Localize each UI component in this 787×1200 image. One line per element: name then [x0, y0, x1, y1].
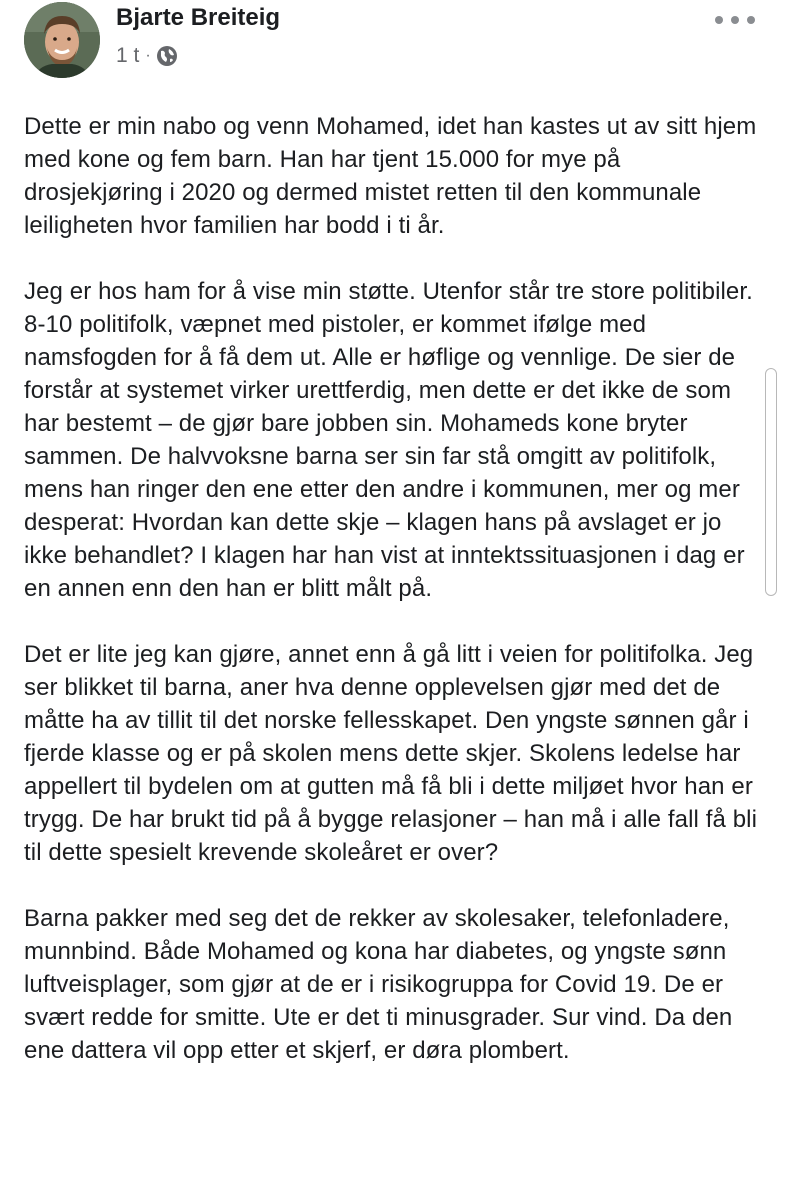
meta-separator: ·: [145, 47, 151, 64]
post-meta: [116, 42, 178, 70]
post-timestamp[interactable]: 1 t: [116, 44, 140, 67]
scrollbar[interactable]: [765, 368, 777, 596]
avatar-image: [24, 2, 100, 78]
post-paragraph-2: Jeg er hos ham for å vise min støtte. Utenfor står tre store politibiler. 8-10 politifolk, væpnet med pistoler, er kommet ifølge med namsfogden for å få dem ut. Alle er høflige og vennlige. De sier de forstår at systemet virker urettferdig, men dette er det ikke de som har bestemt – de gjør bare jobben sin. Mohameds kone bryter sammen. De halvvoksne barna ser sin far stå omgitt av politifolk, mens han ringer den ene etter den andre i kommunen, mer og mer desperat: Hvordan kan dette skje – klagen hans på avslaget er jo ikke behandlet? I klagen har han vist at inntektssituasjonen i dag er en annen enn den han er blitt målt på.: [24, 278, 753, 602]
more-options-icon[interactable]: [715, 8, 755, 32]
post-text: [24, 110, 759, 1100]
avatar[interactable]: [24, 2, 100, 78]
globe-icon[interactable]: [156, 45, 178, 67]
more-dot: [731, 16, 739, 24]
post-paragraph-3: Det er lite jeg kan gjøre, annet enn å gå litt i veien for politifolka. Jeg ser blikket til barna, aner hva denne opplevelsen gjør med det de måtte ha av tillit til det norske fellesskapet. Den yngste sønnen går i fjerde klasse og er på skolen mens dette skjer. Skolens ledelse har appellert til bydelen om at gutten må få bli i dette miljøet hvor han er trygg. De har brukt tid på å bygge relasjoner – han må i alle fall få bli til dette spesielt krevende skoleåret er over?: [24, 641, 758, 866]
more-dot: [747, 16, 755, 24]
post-header: [0, 0, 787, 90]
more-dot: [715, 16, 723, 24]
post-paragraph-4: Barna pakker med seg det de rekker av skolesaker, telefonladere, munnbind. Både Mohamed og kona har diabetes, og yngste sønn luftveisplager, som gjør at de er i risikogruppa for Covid 19. De er svært redde for smitte. Ute er det ti minusgrader. Sur vind. Da den ene dattera vil opp etter et skjerf, er døra plombert.: [24, 905, 733, 1064]
post-paragraph-1: Dette er min nabo og venn Mohamed, idet han kastes ut av sitt hjem med kone og fem barn. Han har tjent 15.000 for mye på drosjekjøring i 2020 og dermed mistet retten til den kommunale leiligheten hvor familien har bodd i ti år.: [24, 113, 757, 239]
author-name[interactable]: Bjarte Breiteig: [116, 4, 281, 31]
